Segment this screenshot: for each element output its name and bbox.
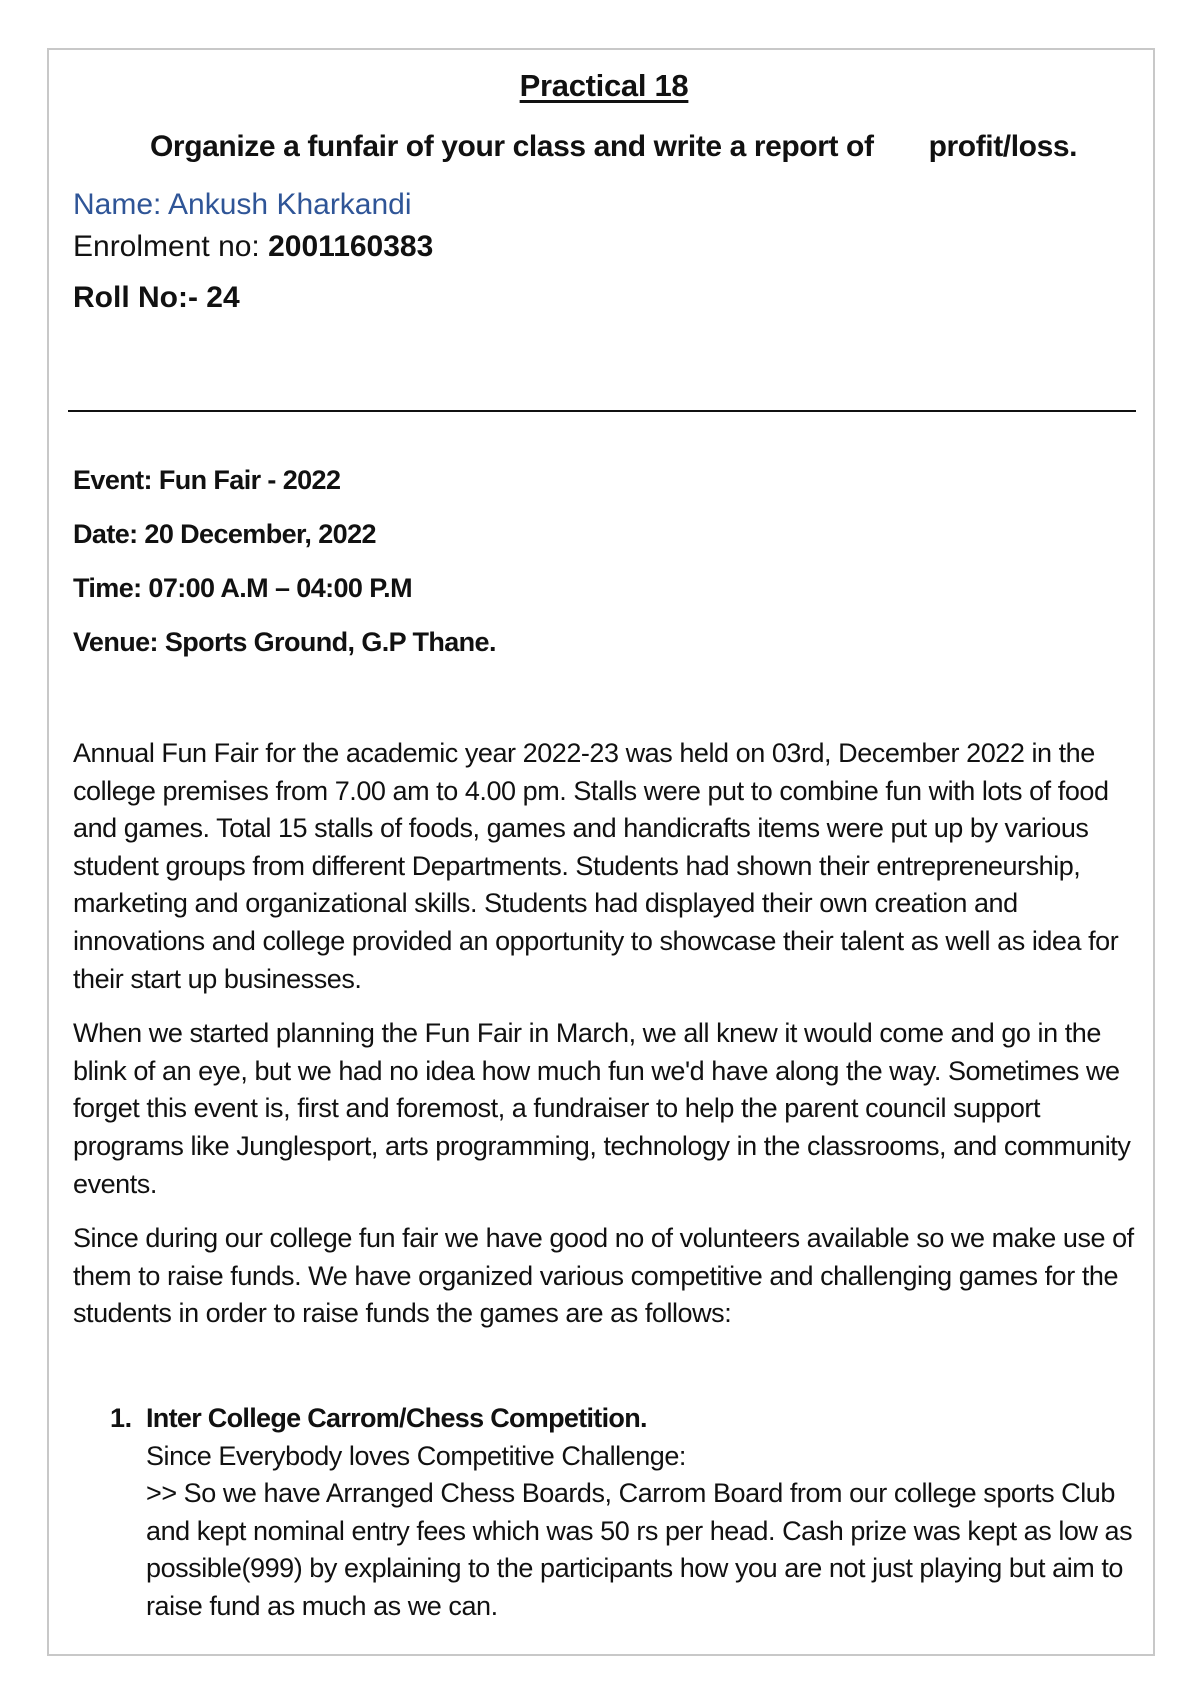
list-item-heading: Inter College Carrom/Chess Competition. xyxy=(146,1403,647,1433)
header-divider xyxy=(68,410,1136,412)
paragraph-planning: When we started planning the Fun Fair in March, we all knew it would come and go in the blink of an eye, but we had no idea how much fun we'd have along the way. Sometimes we forget this event is, first and foremost, a fundraiser to help the parent council support programs like Junglesport, arts programming, technology in the classrooms, and community events. xyxy=(73,1018,1131,1199)
paragraph-intro: Annual Fun Fair for the academic year 2022-23 was held on 03rd, December 2022 in the college premises from 7.00 am to 4.00 pm. Stalls were put to combine fun with lots of food and games. Total 15 stalls of foods, games and handicrafts items were put up by various student groups from different Departments. Students had shown their entrepreneurship, marketing and organizational skills. Students had displayed their own creation and innovations and college provided an opportunity to showcase their talent as well as idea for their start up businesses. xyxy=(73,738,1119,994)
roll-number: Roll No:- 24 xyxy=(73,281,240,314)
event-details xyxy=(73,465,1135,681)
event-venue: Venue: Sports Ground, G.P Thane. xyxy=(73,627,496,657)
aim-text-part1: Organize a funfair of your class and write a report of xyxy=(150,130,874,163)
enrolment-label: Enrolment no: xyxy=(73,230,269,263)
event-date: Date: 20 December, 2022 xyxy=(73,519,376,549)
paragraph-fundraising: Since during our college fun fair we have good no of volunteers available so we make use of them to raise funds. We have organized various competitive and challenging games for the students in order to raise funds the games are as follows: xyxy=(73,1223,1134,1329)
event-time: Time: 07:00 A.M – 04:00 P.M xyxy=(73,573,412,603)
aim-text-part2: profit/loss. xyxy=(928,130,1078,163)
document-header xyxy=(73,68,1135,315)
event-name: Event: Fun Fair - 2022 xyxy=(73,465,341,495)
list-item xyxy=(73,1400,1135,1626)
enrolment-number: 2001160383 xyxy=(268,230,434,263)
report-body xyxy=(73,735,1135,1350)
aim-heading xyxy=(150,130,1135,164)
enrolment-line xyxy=(73,230,1135,264)
list-item-subheading: Since Everybody loves Competitive Challenge: xyxy=(146,1440,686,1471)
list-item-number: 1. xyxy=(110,1403,132,1433)
games-list xyxy=(73,1400,1135,1626)
student-name: Name: Ankush Kharkandi xyxy=(73,188,412,221)
list-item-detail: >> So we have Arranged Chess Boards, Carrom Board from our college sports Club and kept nominal entry fees which was 50 rs per head. Cash prize was kept as low as possible(999) by explaining to the participants how you are not just playing but aim to raise fund as much as we can. xyxy=(146,1478,1133,1621)
practical-title: Practical 18 xyxy=(519,68,689,103)
